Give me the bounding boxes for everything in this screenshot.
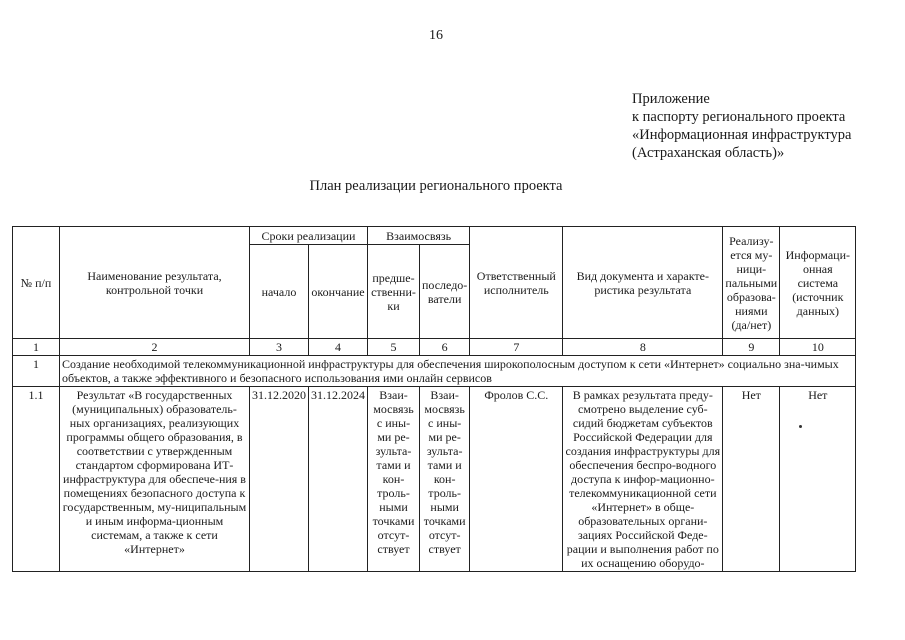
- header-name: Наименование результата, контрольной точки: [60, 227, 250, 339]
- plan-title: План реализации регионального проекта: [309, 178, 563, 194]
- header-successors: последо-ватели: [420, 245, 470, 339]
- header-end: окончание: [309, 245, 368, 339]
- column-number: 8: [563, 339, 723, 356]
- appendix-line: «Информационная инфраструктура: [632, 127, 852, 143]
- header-info-system: Информаци-онная система (источник данных): [780, 227, 856, 339]
- result-realized: Нет: [723, 387, 780, 572]
- result-responsible: Фролов С.С.: [470, 387, 563, 572]
- result-successors: Взаи-мосвязь с ины-ми ре-зульта-тами и кон-троль-ными точками отсут-ствует: [420, 387, 470, 572]
- column-number: 10: [780, 339, 856, 356]
- scan-speck: [799, 425, 802, 428]
- section-text: Создание необходимой телекоммуникационной инфраструктуры для обеспечения широкополосным доступом к сети «Интернет» социально зна-чимых объектов, а также эффективного и безопасного использования ими онлайн сервисов: [60, 356, 856, 387]
- header-realized: Реализу-ется му-ници-пальными образова-ниями (да/нет): [723, 227, 780, 339]
- header-num: № п/п: [13, 227, 60, 339]
- column-number: 7: [470, 339, 563, 356]
- appendix-line: Приложение: [632, 91, 710, 107]
- column-number: 2: [60, 339, 250, 356]
- header-start: начало: [250, 245, 309, 339]
- header-doc-type: Вид документа и характе-ристика результата: [563, 227, 723, 339]
- header-predecessors: предше-ственни-ки: [368, 245, 420, 339]
- result-row: [13, 387, 856, 572]
- result-name: Результат «В государственных (муниципальных) образователь-ных организациях, реализующих программы общего образования, в соответствии с утвержденным стандартом сформирована ИТ-инфраструктура для обеспече-ния в помещениях безопасного доступа к государственным, му-ниципальным и иным информа-ционным системам, а также к сети «Интернет»: [60, 387, 250, 572]
- section-num: 1: [13, 356, 60, 387]
- result-doc-type: В рамках результата преду-смотрено выделение суб-сидий бюджетам субъектов Российской Федерации для создания инфраструктуры для обеспечения беспро-водного доступа к инфор-мационно-телекоммуникационной сети «Интернет» в обще-образовательных органи-зациях Российской Феде-рации и выполнения работ по их оснащению оборудо-: [563, 387, 723, 572]
- column-number: 3: [250, 339, 309, 356]
- result-num: 1.1: [13, 387, 60, 572]
- page-number: 16: [429, 28, 443, 43]
- implementation-plan-table: [12, 226, 856, 572]
- appendix-line: (Астраханская область)»: [632, 145, 785, 161]
- result-end: 31.12.2024: [309, 387, 368, 572]
- column-number: 1: [13, 339, 60, 356]
- result-start: 31.12.2020: [250, 387, 309, 572]
- header-terms: Сроки реализации: [250, 227, 368, 245]
- column-number: 5: [368, 339, 420, 356]
- appendix-caption: [632, 90, 851, 162]
- header-responsible: Ответственный исполнитель: [470, 227, 563, 339]
- header-relation: Взаимосвязь: [368, 227, 470, 245]
- result-predecessors: Взаи-мосвязь с ины-ми ре-зульта-тами и кон-троль-ными точками отсут-ствует: [368, 387, 420, 572]
- appendix-line: к паспорту регионального проекта: [632, 109, 846, 125]
- section-row: [13, 356, 856, 387]
- column-number: 9: [723, 339, 780, 356]
- column-numbers-row: [13, 339, 856, 356]
- column-number: 6: [420, 339, 470, 356]
- result-info-system: Нет: [780, 387, 856, 572]
- column-number: 4: [309, 339, 368, 356]
